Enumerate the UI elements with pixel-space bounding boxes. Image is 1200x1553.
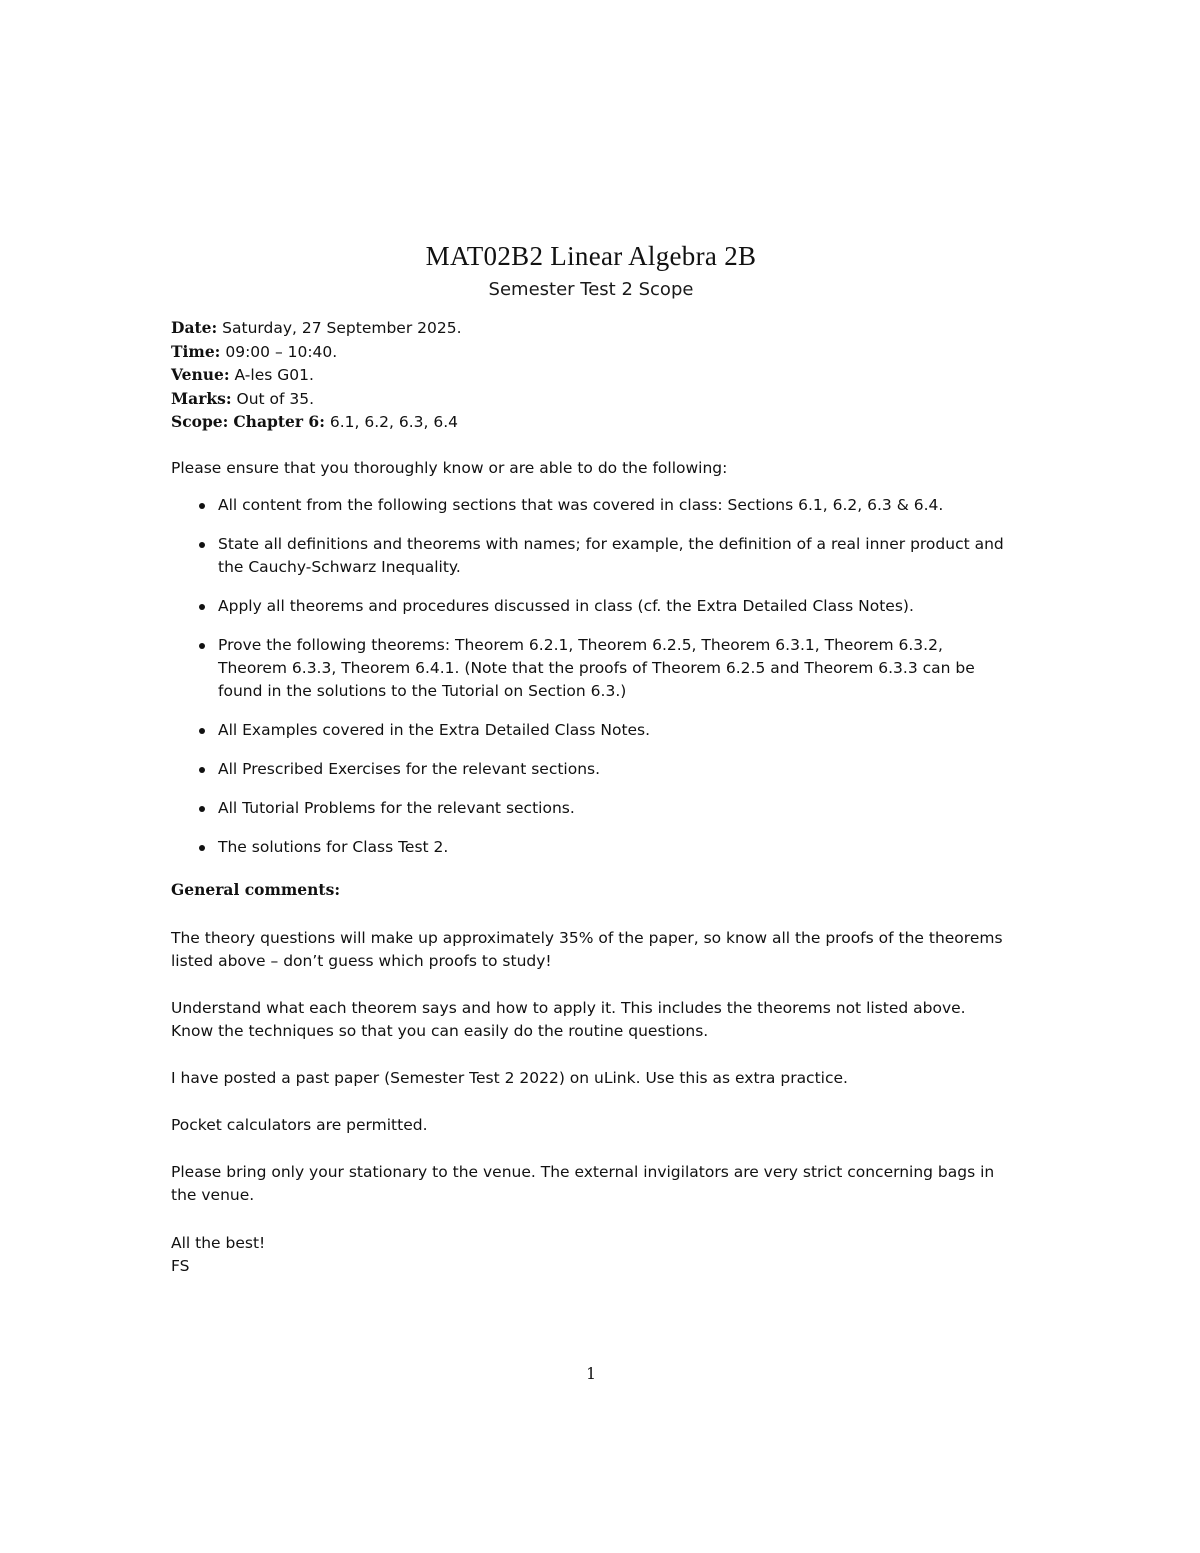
marks-label: Marks: bbox=[171, 388, 232, 408]
list-item bbox=[171, 634, 1011, 703]
signoff bbox=[171, 1232, 265, 1278]
page-number: 1 bbox=[586, 1365, 596, 1383]
signoff-greeting: All the best! bbox=[171, 1234, 266, 1252]
checklist bbox=[171, 494, 1011, 875]
document-page bbox=[171, 0, 1011, 1553]
bullet-icon bbox=[199, 643, 205, 649]
comment-paragraph: Pocket calculators are permitted. bbox=[171, 1116, 428, 1134]
list-item bbox=[171, 797, 1011, 820]
list-item-text: All content from the following sections that was covered in class: Sections 6.1, 6.2, 6.3 & 6.4. bbox=[218, 496, 944, 514]
list-item-text: All Tutorial Problems for the relevant sections. bbox=[218, 799, 575, 817]
list-item bbox=[171, 494, 1011, 517]
venue-value: A-les G01. bbox=[234, 366, 314, 384]
list-item-text: Apply all theorems and procedures discussed in class (cf. the Extra Detailed Class Notes). bbox=[218, 597, 914, 615]
scope-line bbox=[171, 410, 1011, 434]
comment-paragraph: Understand what each theorem says and how to apply it. This includes the theorems not listed above. Know the techniques so that you can easily do the routine questions. bbox=[171, 999, 966, 1040]
list-item bbox=[171, 758, 1011, 781]
marks-value: Out of 35. bbox=[236, 389, 315, 408]
list-item-text: Prove the following theorems: Theorem 6.2.1, Theorem 6.2.5, Theorem 6.3.1, Theorem 6.3.2, Theorem 6.3.3, Theorem 6.4.1. (Note that the proofs of Theorem 6.2.5 and Theorem 6.3.3 can be found in the solutions to the Tutorial on Section 6.3.) bbox=[218, 636, 975, 700]
time-value: 09:00 – 10:40. bbox=[225, 342, 338, 361]
document-subtitle: Semester Test 2 Scope bbox=[488, 279, 694, 300]
venue-line bbox=[171, 363, 1011, 387]
time-line bbox=[171, 340, 1011, 364]
bullet-icon bbox=[199, 503, 205, 509]
intro-text: Please ensure that you thoroughly know or are able to do the following: bbox=[171, 459, 728, 477]
date-label: Date: bbox=[171, 318, 218, 337]
marks-line bbox=[171, 387, 1011, 411]
list-item-text: All Examples covered in the Extra Detailed Class Notes. bbox=[218, 721, 651, 739]
general-comments bbox=[171, 927, 1011, 1231]
bullet-icon bbox=[199, 728, 205, 734]
signoff-initials: FS bbox=[171, 1257, 190, 1275]
document-title: MAT02B2 Linear Algebra 2B bbox=[425, 241, 757, 271]
bullet-icon bbox=[199, 806, 205, 812]
bullet-icon bbox=[199, 767, 205, 773]
list-item bbox=[171, 836, 1011, 859]
general-comments-heading: General comments: bbox=[171, 880, 341, 899]
bullet-icon bbox=[199, 604, 205, 610]
comment-paragraph: Please bring only your stationary to the venue. The external invigilators are very strict concerning bags in the venue. bbox=[171, 1163, 995, 1204]
date-value: Saturday, 27 September 2025. bbox=[222, 319, 462, 337]
date-line bbox=[171, 316, 1011, 340]
time-label: Time: bbox=[171, 341, 221, 361]
venue-label: Venue: bbox=[171, 365, 230, 384]
test-details bbox=[171, 316, 1011, 434]
list-item bbox=[171, 533, 1011, 579]
scope-value: 6.1, 6.2, 6.3, 6.4 bbox=[329, 413, 459, 431]
list-item bbox=[171, 595, 1011, 618]
bullet-icon bbox=[199, 845, 205, 851]
comment-paragraph: The theory questions will make up approximately 35% of the paper, so know all the proofs of the theorems listed above – don’t guess which proofs to study! bbox=[171, 929, 1003, 970]
scope-chapter: Chapter 6: bbox=[233, 412, 325, 431]
scope-label: Scope: bbox=[171, 412, 229, 431]
comment-paragraph: I have posted a past paper (Semester Test 2 2022) on uLink. Use this as extra practice. bbox=[171, 1069, 848, 1087]
title-block bbox=[171, 238, 1011, 304]
list-item bbox=[171, 719, 1011, 742]
list-item-text: All Prescribed Exercises for the relevant sections. bbox=[218, 760, 601, 778]
list-item-text: The solutions for Class Test 2. bbox=[218, 838, 449, 856]
list-item-text: State all definitions and theorems with names; for example, the definition of a real inner product and the Cauchy-Schwarz Inequality. bbox=[218, 535, 1004, 576]
bullet-icon bbox=[199, 542, 205, 548]
